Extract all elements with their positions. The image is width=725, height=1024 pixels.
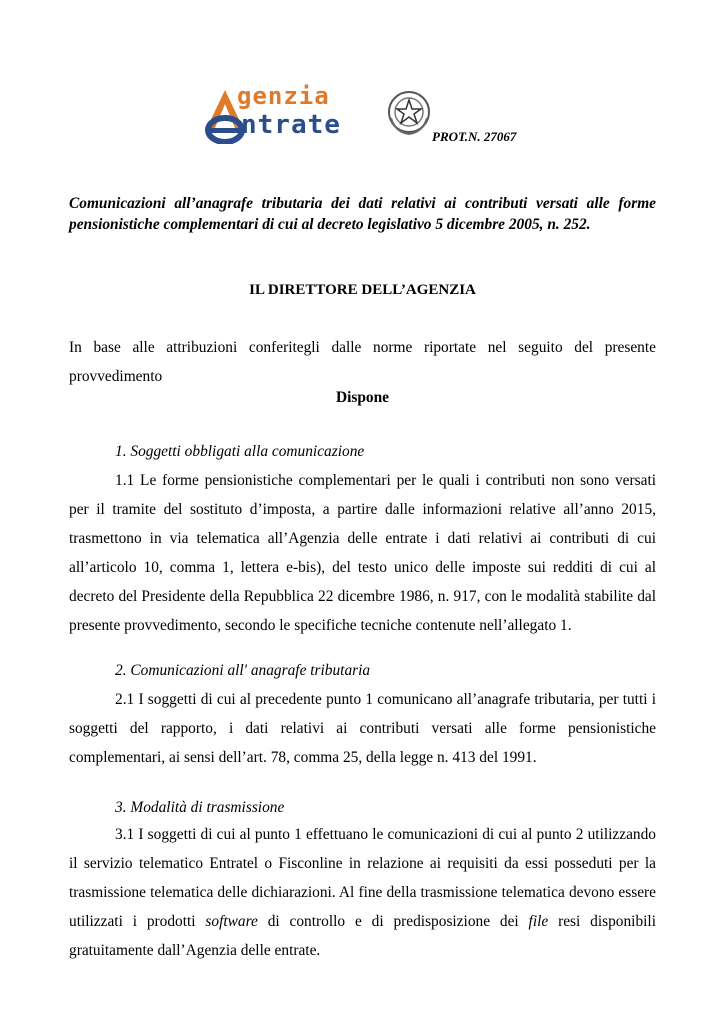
section-3-text-file: file xyxy=(528,913,549,930)
intro-paragraph: In base alle attribuzioni conferitegli dalle norme riportate nel seguito del presente provvedimento xyxy=(69,339,656,385)
section-1-title: 1. Soggetti obbligati alla comunicazione xyxy=(115,443,365,460)
protocol-number: PROT.N. 27067 xyxy=(432,129,517,144)
section-3-text-e: resi disponibili gratuitamente dall’Agenzia delle entrate. xyxy=(69,913,656,959)
logo-line2: ntrate xyxy=(241,110,341,140)
document-title: Comunicazioni all’anagrafe tributaria dei dati relativi ai contributi versati alle forme pensionistiche complementari di cui al decreto legislativo 5 dicembre 2005, n. 252. xyxy=(69,195,656,233)
section-3-text-software: software xyxy=(205,913,258,930)
section-3-title: 3. Modalità di trasmissione xyxy=(115,799,285,816)
section-3-text xyxy=(69,820,656,965)
italian-republic-emblem-icon xyxy=(385,88,433,138)
section-2-text: 2.1 I soggetti di cui al precedente punto 1 comunicano all’anagrafe tributaria, per tutti i soggetti del rapporto, i dati relativi ai contributi versati alle forme pensionistiche complementari, ai sensi dell’art. 78, comma 25, della legge n. 413 del 1991. xyxy=(69,691,656,766)
director-heading: IL DIRETTORE DELL’AGENZIA xyxy=(249,282,476,298)
dispone-heading: Dispone xyxy=(335,389,390,406)
section-2-title: 2. Comunicazioni all' anagrafe tributaria xyxy=(115,662,371,679)
agenzia-entrate-logo xyxy=(203,84,383,146)
logo-line1: genzia xyxy=(237,82,330,110)
section-3-text-a: 3.1 I soggetti di cui al punto 1 effettuano le comunicazioni di cui al punto 2 utilizzando il servizio telematico Entratel o Fisconline in relazione ai requisiti da essi posseduti per la trasmissione telematica delle dichiarazioni. Al fine della trasmissione telematica devono essere utilizzati i prodotti xyxy=(69,826,656,930)
section-1-text: 1.1 Le forme pensionistiche complementari per le quali i contributi non sono versati per il tramite del sostituto d’imposta, a partire dalle informazioni relative all’anno 2015, trasmettono in via telematica all’Agenzia delle entrate i dati relativi ai contributi di cui all’articolo 10, comma 1, lettera e-bis), del testo unico delle imposte sui redditi di cui al decreto del Presidente della Repubblica 22 dicembre 1986, n. 917, con le modalità stabilite dal presente provvedimento, secondo le specifiche tecniche contenute nell’allegato 1. xyxy=(69,472,656,634)
section-3-text-c: di controllo e di predisposizione dei xyxy=(257,913,529,930)
